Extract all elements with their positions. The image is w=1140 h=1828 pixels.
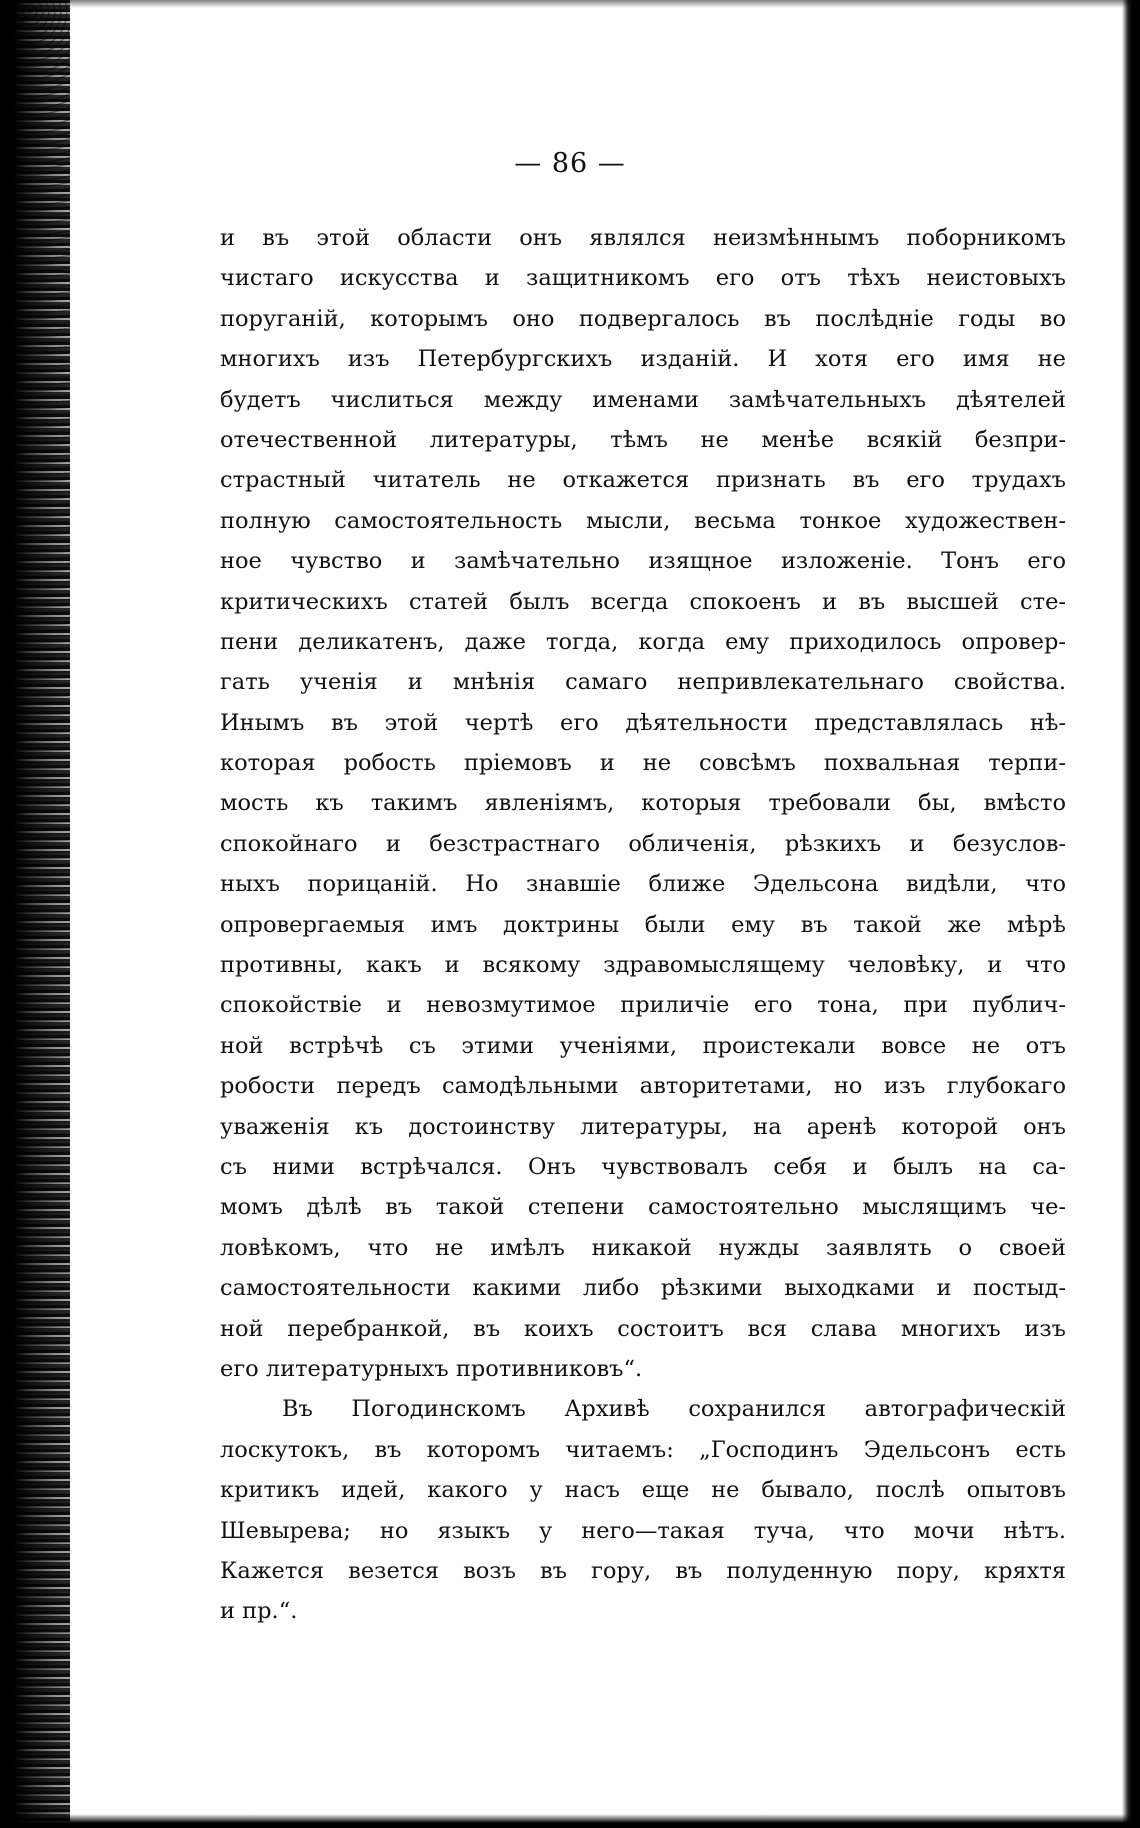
text-line: момъ дѣлѣ въ такой степени самостоятельно мыслящимъ че- [220, 1194, 1066, 1221]
page-number: — 86 — [514, 148, 626, 179]
text-line: критикъ идей, какого у насъ еще не бывало, послѣ опытовъ [220, 1477, 1066, 1504]
scan-shadow-right [1122, 0, 1140, 1828]
scan-shadow-top [0, 0, 1140, 8]
text-line: ныхъ порицаній. Но знавшіе ближе Эдельсона видѣли, что [220, 871, 1066, 898]
text-line: гать ученія и мнѣнія самаго непривлекательнаго свойства. [220, 669, 1066, 696]
text-line: робости передъ самодѣльными авторитетами, но изъ глубокаго [220, 1073, 1066, 1100]
scan-shadow-bottom [0, 1814, 1140, 1828]
text-line: спокойнаго и безстрастнаго обличенія, рѣзкихъ и безуслов- [220, 830, 1066, 857]
text-line: и въ этой области онъ являлся неизмѣннымъ поборникомъ [220, 225, 1066, 251]
text-line: ной встрѣчѣ съ этими ученіями, проистекали вовсе не отъ [220, 1032, 1066, 1059]
text-line: полную самостоятельность мысли, весьма тонкое художествен- [220, 507, 1066, 534]
text-line: уваженія къ достоинству литературы, на аренѣ которой онъ [220, 1113, 1066, 1140]
text-line-paragraph-end: и пр.“. [220, 1598, 298, 1625]
text-line: поруганій, которымъ оно подвергалось въ послѣдніе годы во [220, 305, 1066, 332]
text-line-paragraph-start: Въ Погодинскомъ Архивѣ сохранился автографическій [282, 1396, 1066, 1423]
text-line: которая робость пріемовъ и не совсѣмъ похвальная терпи- [220, 750, 1066, 777]
text-line: критическихъ статей былъ всегда спокоенъ и въ высшей сте- [220, 588, 1066, 615]
text-line: лоскутокъ, въ которомъ читаемъ: „Господинъ Эдельсонъ есть [220, 1436, 1066, 1463]
text-line: Инымъ въ этой чертѣ его дѣятельности представлялась нѣ- [220, 709, 1066, 736]
text-line: отечественной литературы, тѣмъ не менѣе всякій безпри- [220, 426, 1066, 453]
text-line: многихъ изъ Петербургскихъ изданій. И хотя его имя не [220, 346, 1066, 373]
body-text [220, 218, 1066, 1632]
text-line: ловѣкомъ, что не имѣлъ никакой нужды заявлять о своей [220, 1234, 1066, 1261]
text-line: спокойствіе и невозмутимое приличіе его тона, при публич- [220, 992, 1066, 1019]
text-line: Кажется везется возъ въ гору, въ полуденную пору, кряхтя [220, 1557, 1066, 1584]
text-line: страстный читатель не откажется признать въ его трудахъ [220, 467, 1066, 494]
text-line: ной перебранкой, въ коихъ состоитъ вся слава многихъ изъ [220, 1315, 1066, 1342]
text-line: мость къ такимъ явленіямъ, которыя требовали бы, вмѣсто [220, 790, 1066, 817]
text-line: самостоятельности какими либо рѣзкими выходками и постыд- [220, 1275, 1066, 1302]
text-line: противны, какъ и всякому здравомыслящему человѣку, и что [220, 952, 1066, 979]
text-line: ное чувство и замѣчательно изящное изложеніе. Тонъ его [220, 548, 1066, 575]
text-line-paragraph-end: его литературныхъ противниковъ“. [220, 1355, 643, 1382]
text-line: будетъ числиться между именами замѣчательныхъ дѣятелей [220, 386, 1066, 413]
text-line: пени деликатенъ, даже тогда, когда ему приходилось опровер- [220, 628, 1066, 655]
text-line: опровергаемыя имъ доктрины были ему въ такой же мѣрѣ [220, 911, 1066, 938]
scan-shadow-left [0, 0, 70, 1828]
text-line: чистаго искусства и защитникомъ его отъ тѣхъ неистовыхъ [220, 265, 1066, 292]
text-line: Шевырева; но языкъ у него—такая туча, что мочи нѣтъ. [220, 1517, 1066, 1544]
text-line: съ ними встрѣчался. Онъ чувствовалъ себя и былъ на са- [220, 1153, 1066, 1180]
